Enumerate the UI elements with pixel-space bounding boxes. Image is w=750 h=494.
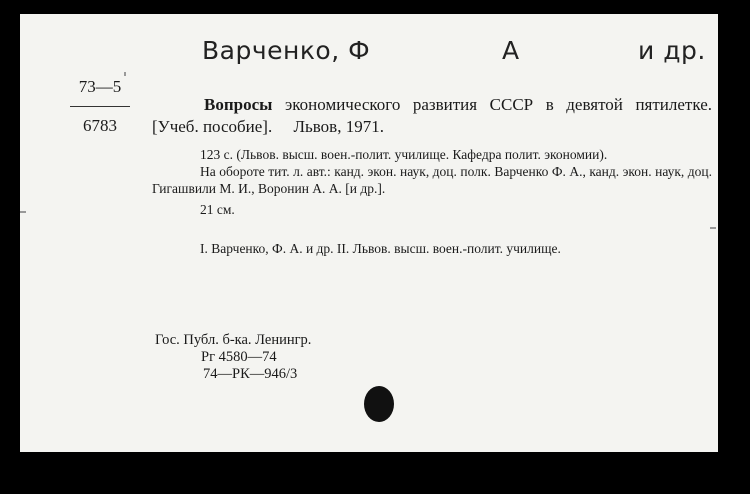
shelfmark: Рг 4580—74 — [201, 349, 277, 365]
call-number — [60, 76, 140, 137]
note: На обороте тит. л. авт.: канд. экон. наук, доц. полк. Варченко Ф. А., канд. экон. наук, доц. Гигашвили М. И., Воронин А. А. [и др.]. — [152, 164, 712, 196]
handwritten-author: Варченко, Ф — [202, 36, 371, 65]
record-title — [152, 94, 712, 138]
handwritten-etc: и др. — [638, 36, 706, 65]
holdings — [155, 332, 311, 383]
collation: 123 с. (Львов. высш. воен.-полит. училище. Кафедра полит. экономии). — [200, 147, 608, 162]
tracings: I. Варченко, Ф. А. и др. II. Львов. высш. воен.-полит. училище. — [200, 241, 561, 256]
handwritten-mark: А — [502, 36, 520, 65]
call-number-top: 73—5 — [78, 77, 122, 96]
speck — [124, 72, 126, 76]
title-main: Вопросы — [204, 95, 273, 114]
call-number-bottom: 6783 — [83, 116, 117, 135]
catalog-card — [20, 14, 718, 452]
ink-blot — [364, 386, 394, 422]
call-number-divider — [70, 106, 130, 107]
place-year: Львов, 1971. — [293, 117, 384, 136]
speck — [710, 227, 716, 229]
register-number: 74—РК—946/3 — [203, 366, 298, 382]
record-body — [152, 94, 712, 257]
title-rest: экономического развития СССР в девятой пятилетке. [Учеб. пособие]. — [152, 95, 712, 136]
speck — [20, 211, 26, 213]
library-name: Гос. Публ. б-ка. Ленингр. — [155, 332, 312, 348]
size: 21 см. — [200, 202, 235, 217]
